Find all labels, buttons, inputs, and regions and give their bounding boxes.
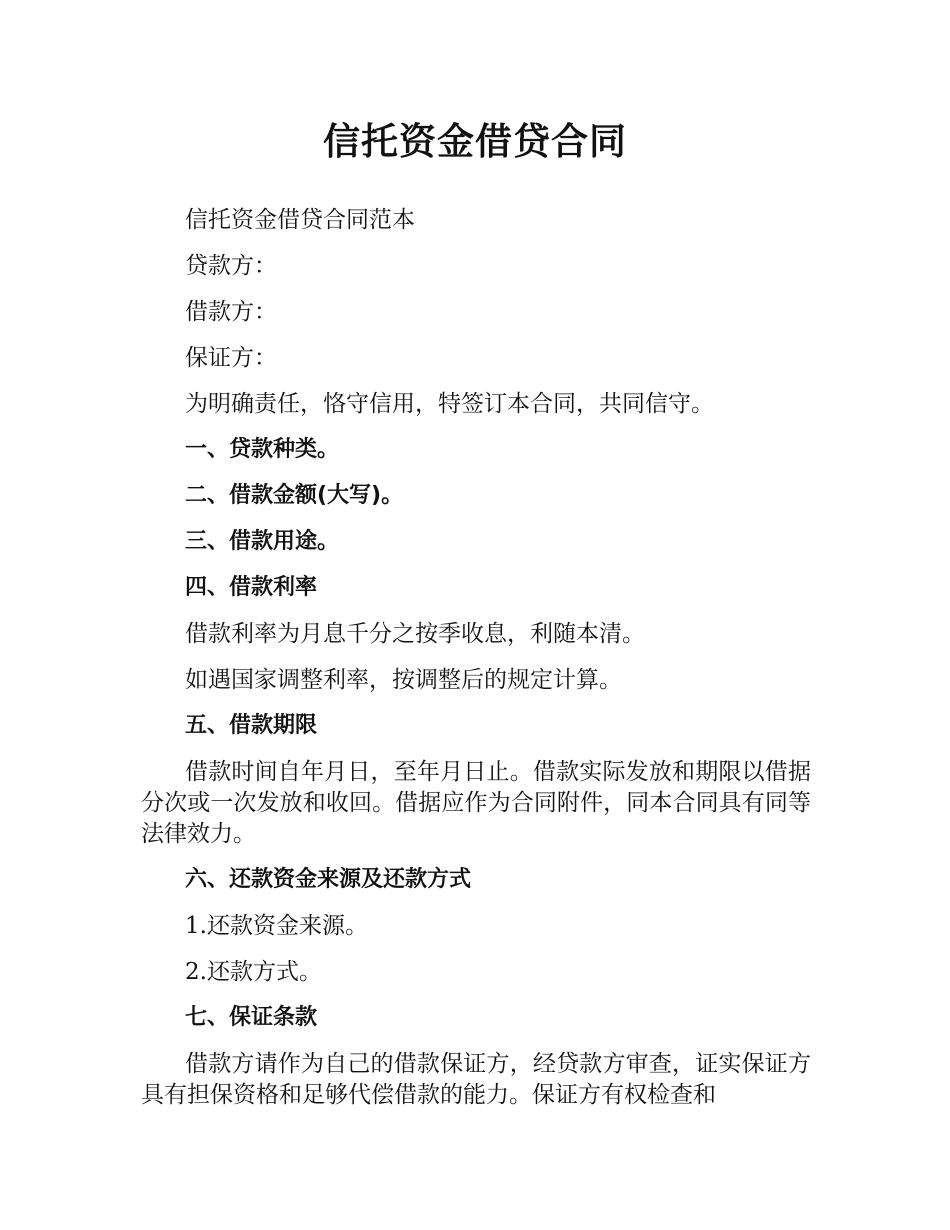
loan-term-paragraph: 借款时间自年月日，至年月日止。借款实际发放和期限以借据分次或一次发放和收回。借据应作为合同附件，同本合同具有同等法律效力。 — [141, 759, 811, 847]
guarantee-paragraph: 借款方请作为自己的借款保证方，经贷款方审查，证实保证方具有担保资格和足够代偿借款的能力。保证方有权检查和 — [141, 1051, 811, 1108]
section-heading-repayment: 六、还款资金来源及还款方式 — [185, 867, 472, 892]
section-heading-interest-rate: 四、借款利率 — [185, 575, 318, 600]
lender-label: 贷款方： — [185, 253, 277, 279]
document-subtitle: 信托资金借贷合同范本 — [185, 207, 415, 233]
interest-adjust-text: 如遇国家调整利率，按调整后的规定计算。 — [185, 667, 622, 693]
document-title: 信托资金借贷合同 — [323, 120, 627, 163]
repayment-source-item: 1.还款资金来源。 — [185, 913, 368, 939]
guarantor-label: 保证方： — [185, 345, 277, 371]
borrower-label: 借款方： — [185, 299, 277, 325]
repayment-method-item: 2.还款方式。 — [185, 959, 322, 985]
section-heading-loan-type: 一、贷款种类。 — [185, 437, 340, 462]
section-heading-guarantee: 七、保证条款 — [185, 1005, 318, 1030]
section-heading-loan-purpose: 三、借款用途。 — [185, 529, 340, 554]
section-heading-loan-term: 五、借款期限 — [185, 713, 318, 738]
document-body — [141, 197, 811, 1118]
interest-rate-text: 借款利率为月息千分之按季收息，利随本清。 — [185, 621, 645, 647]
intro-text: 为明确责任，恪守信用，特签订本合同，共同信守。 — [185, 391, 714, 417]
section-heading-loan-amount: 二、借款金额(大写)。 — [185, 483, 404, 508]
